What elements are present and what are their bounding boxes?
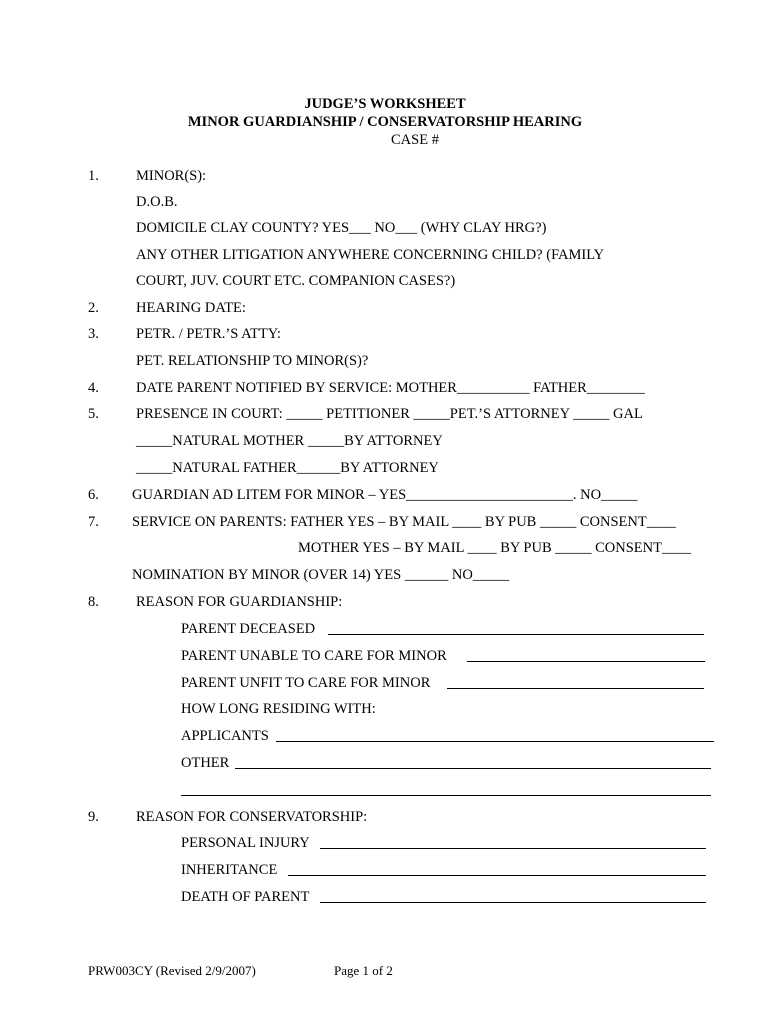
other-blank-continued (181, 795, 711, 796)
parent-unable-label: PARENT UNABLE TO CARE FOR MINOR (181, 648, 447, 664)
item-number-6: 6. (88, 487, 99, 503)
natural-father-line: _____NATURAL FATHER______BY ATTORNEY (136, 460, 439, 476)
parent-unfit-blank (447, 688, 704, 689)
reason-guardianship-label: REASON FOR GUARDIANSHIP: (136, 594, 343, 610)
other-blank (235, 768, 711, 769)
death-of-parent-label: DEATH OF PARENT (181, 889, 310, 905)
hearing-date-label: HEARING DATE: (136, 300, 246, 316)
guardian-ad-litem-line: GUARDIAN AD LITEM FOR MINOR – YES_______________________. NO_____ (132, 487, 638, 503)
parent-unable-blank (467, 661, 705, 662)
service-father-line: SERVICE ON PARENTS: FATHER YES – BY MAIL ____ BY PUB _____ CONSENT____ (132, 514, 676, 530)
minors-label: MINOR(S): (136, 168, 207, 184)
item-number-8: 8. (88, 594, 99, 610)
inheritance-label: INHERITANCE (181, 862, 278, 878)
item-number-5: 5. (88, 406, 99, 422)
how-long-residing-label: HOW LONG RESIDING WITH: (181, 701, 376, 717)
item-number-7: 7. (88, 514, 99, 530)
litigation-question-line2: COURT, JUV. COURT ETC. COMPANION CASES?) (136, 273, 456, 289)
parent-deceased-label: PARENT DECEASED (181, 621, 316, 637)
parent-deceased-blank (328, 634, 704, 635)
inheritance-blank (288, 875, 706, 876)
reason-conservatorship-label: REASON FOR CONSERVATORSHIP: (136, 809, 368, 825)
item-number-9: 9. (88, 809, 99, 825)
item-number-4: 4. (88, 380, 99, 396)
personal-injury-label: PERSONAL INJURY (181, 835, 310, 851)
presence-in-court-line: PRESENCE IN COURT: _____ PETITIONER _____PET.’S ATTORNEY _____ GAL (136, 406, 643, 422)
item-number-3: 3. (88, 326, 99, 342)
death-of-parent-blank (320, 902, 706, 903)
item-number-2: 2. (88, 300, 99, 316)
relationship-question: PET. RELATIONSHIP TO MINOR(S)? (136, 353, 369, 369)
form-revision-label: PRW003CY (Revised 2/9/2007) (88, 963, 256, 978)
dob-label: D.O.B. (136, 194, 178, 210)
personal-injury-blank (320, 848, 706, 849)
litigation-question-line1: ANY OTHER LITIGATION ANYWHERE CONCERNING CHILD? (FAMILY (136, 247, 605, 263)
item-number-1: 1. (88, 168, 99, 184)
other-label: OTHER (181, 755, 230, 771)
applicants-blank (276, 741, 714, 742)
petitioner-attorney-label: PETR. / PETR.’S ATTY: (136, 326, 281, 342)
applicants-label: APPLICANTS (181, 728, 269, 744)
domicile-question: DOMICILE CLAY COUNTY? YES___ NO___ (WHY CLAY HRG?) (136, 220, 547, 236)
page-number: Page 1 of 2 (334, 963, 393, 978)
worksheet-subtitle: MINOR GUARDIANSHIP / CONSERVATORSHIP HEARING (187, 114, 583, 130)
parent-notified-line: DATE PARENT NOTIFIED BY SERVICE: MOTHER__________ FATHER________ (136, 380, 645, 396)
case-number-label: CASE # (391, 132, 439, 148)
service-mother-line: MOTHER YES – BY MAIL ____ BY PUB _____ CONSENT____ (298, 540, 691, 556)
parent-unfit-label: PARENT UNFIT TO CARE FOR MINOR (181, 675, 431, 691)
nomination-line: NOMINATION BY MINOR (OVER 14) YES ______ NO_____ (132, 567, 510, 583)
worksheet-title: JUDGE’S WORKSHEET (304, 96, 466, 112)
natural-mother-line: _____NATURAL MOTHER _____BY ATTORNEY (136, 433, 443, 449)
